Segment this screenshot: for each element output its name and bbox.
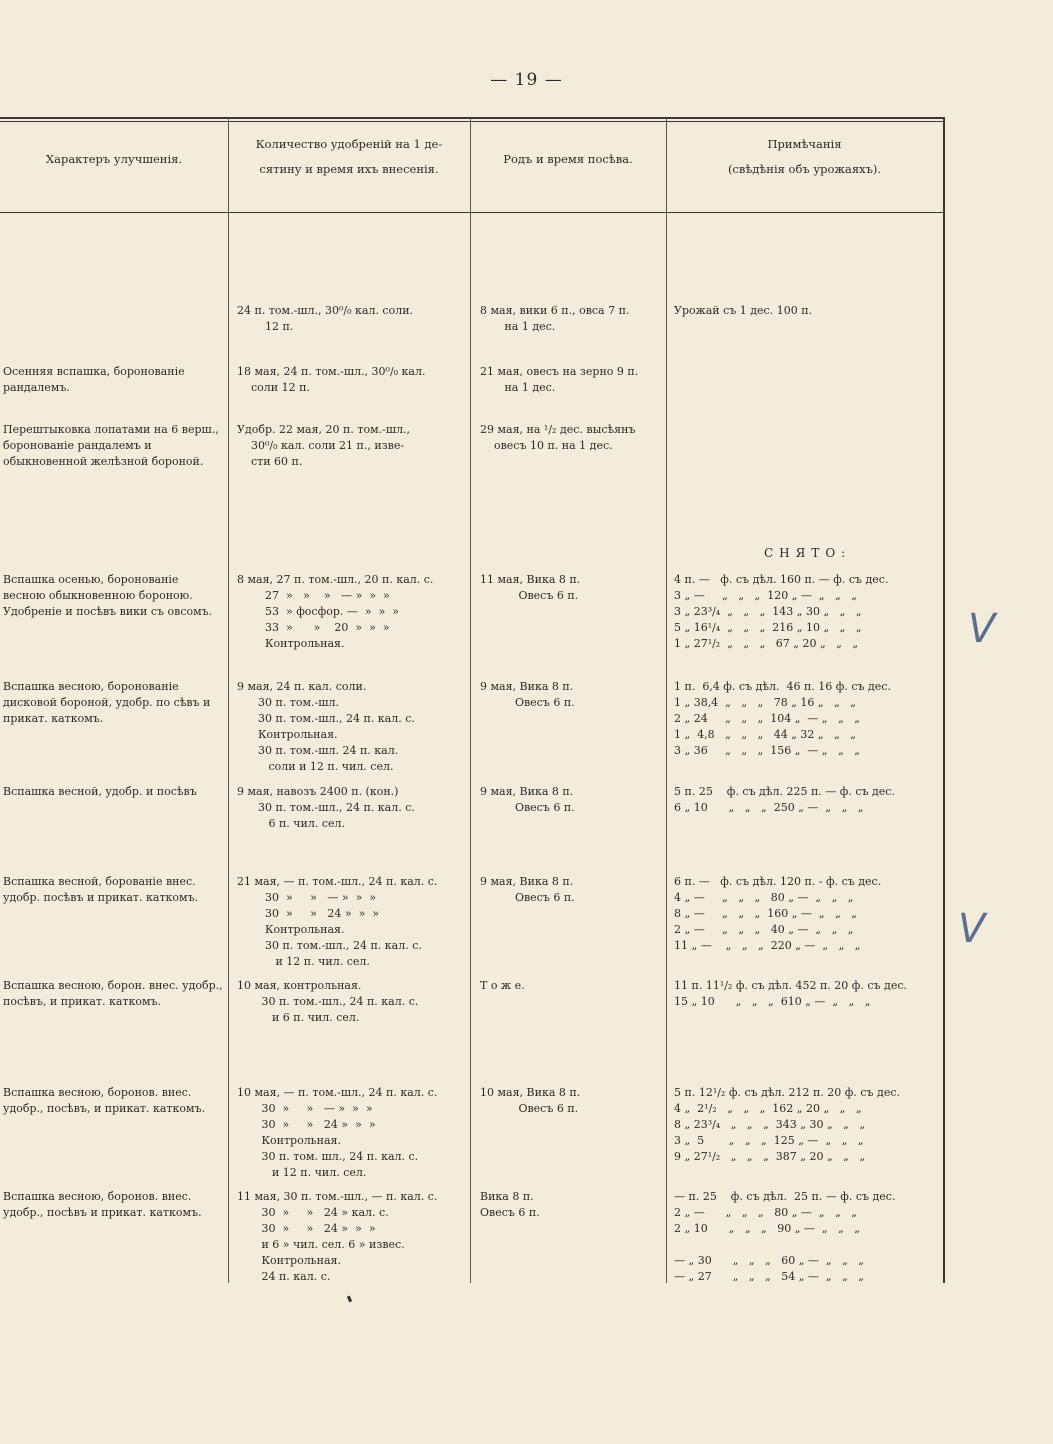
fertilizer-cell: 18 мая, 24 п. том.-шл., 30⁰/₀ кал. соли 12 п. <box>237 365 426 394</box>
notes-cell: 1 п. 6,4 ф. съ дѣл. 46 п. 16 ф. съ дес. 1 „ 38,4 „ „ „ 78 „ 16 „ „ „ 2 „ 24 „ „ „ 104 „ — „ „ „ 1 „ 4,8 „ „ „ 44 „ 32 „ „ „ 3 „ 36 „ „ „ 156 „ — „ „ „ <box>674 680 891 757</box>
check-mark: V <box>958 906 986 952</box>
harvest-label: СНЯТО: <box>764 546 852 560</box>
header-notes-title: Примѣчанія <box>767 137 842 151</box>
sowing-cell: 9 мая, Вика 8 п. Овесъ 6 п. <box>480 680 575 709</box>
character-cell: Вспашка весною, борон. внес. удобр., посѣвъ, и прикат. каткомъ. <box>3 979 223 1008</box>
ink-speck <box>347 1296 352 1303</box>
check-mark: V <box>968 606 996 652</box>
fertilizer-cell: 24 п. том.-шл., 30⁰/₀ кал. соли. 12 п. <box>237 304 414 333</box>
notes-cell: 4 п. — ф. съ дѣл. 160 п. — ф. съ дес. 3 „ — „ „ „ 120 „ — „ „ „ 3 „ 23³/₄ „ „ „ 143 „ 30 „ „ „ 5 „ 16¹/₄ „ „ „ 216 „ 10 „ „ „ 1 „ 27¹/₂ „ „ „ 67 „ 20 „ „ „ <box>674 573 889 650</box>
fertilizer-cell: 9 мая, навозъ 2400 п. (кон.) 30 п. том.-шл., 24 п. кал. с. 6 п. чил. сел. <box>237 785 415 830</box>
sowing-cell: 8 мая, вики 6 п., овса 7 п. на 1 дес. <box>480 304 630 333</box>
character-cell: Вспашка осенью, боронованіе весною обыкновенною бороною. Удобреніе и посѣвъ вики съ овсомъ. <box>3 573 213 618</box>
notes-cell: — п. 25 ф. съ дѣл. 25 п. — ф. съ дес. 2 „ — „ „ „ 80 „ — „ „ „ 2 „ 10 „ „ „ 90 „ — „ „ „ — „ 30 „ „ „ 60 „ — „ „ „ — „ 27 „ „ „ 54 „ — „ „ „ <box>674 1190 896 1283</box>
sowing-cell: 10 мая, Вика 8 п. Овесъ 6 п. <box>480 1086 581 1115</box>
sowing-cell: 11 мая, Вика 8 п. Овесъ 6 п. <box>480 573 581 602</box>
notes-cell: 5 п. 12¹/₂ ф. съ дѣл. 212 п. 20 ф. съ дес. 4 „ 2¹/₂ „ „ „ 162 „ 20 „ „ „ 8 „ 23³/₄ „ „ „ 343 „ 30 „ „ „ 3 „ 5 „ „ „ 125 „ — „ „ „ 9 „ 27¹/₂ „ „ „ 387 „ 20 „ „ „ <box>674 1086 900 1163</box>
sowing-cell: 9 мая, Вика 8 п. Овесъ 6 п. <box>480 875 575 904</box>
character-cell: Вспашка весною, боронованіе дисковой бороной, удобр. по сѣвъ и прикат. каткомъ. <box>3 680 211 725</box>
column-divider <box>470 118 471 1283</box>
sowing-cell: Т о ж е. <box>480 979 525 992</box>
sowing-cell: Вика 8 п. Овесъ 6 п. <box>480 1190 540 1219</box>
header-notes <box>666 132 943 182</box>
header-fertilizer-line1: Количество удобреній на 1 де- <box>255 137 443 151</box>
header-notes-subtitle: (свѣдѣнія объ урожаяхъ). <box>727 162 882 176</box>
sowing-cell: 29 мая, на ¹/₂ дес. высѣянъ овесъ 10 п. на 1 дес. <box>480 423 636 452</box>
character-cell: Вспашка весною, боронов. внес. удобр., посѣвъ, и прикат. каткомъ. <box>3 1086 206 1115</box>
header-character: Характеръ улучшенія. <box>45 152 183 166</box>
notes-cell: Урожай съ 1 дес. 100 п. <box>674 304 813 317</box>
notes-cell: 5 п. 25 ф. съ дѣл. 225 п. — ф. съ дес. 6 „ 10 „ „ „ 250 „ — „ „ „ <box>674 785 895 814</box>
header-rule <box>0 212 945 213</box>
column-divider <box>666 118 667 1283</box>
top-rule-thin <box>0 121 945 122</box>
fertilizer-cell: 8 мая, 27 п. том.-шл., 20 п. кал. с. 27 » » » — » » » 53 » фосфор. — » » » 33 » » 20 » » » Контрольная. <box>237 573 434 650</box>
fertilizer-cell: 10 мая, контрольная. 30 п. том.-шл., 24 п. кал. с. и 6 п. чил. сел. <box>237 979 419 1024</box>
character-cell: Вспашка весной, удобр. и посѣвъ <box>3 785 197 798</box>
header-fertilizer-line2: сятину и время ихъ внесенія. <box>259 162 439 176</box>
sowing-cell: 21 мая, овесъ на зерно 9 п. на 1 дес. <box>480 365 639 394</box>
sowing-cell: 9 мая, Вика 8 п. Овесъ 6 п. <box>480 785 575 814</box>
character-cell: Вспашка весной, борованіе внес. удобр. посѣвъ и прикат. каткомъ. <box>3 875 199 904</box>
fertilizer-cell: 9 мая, 24 п. кал. соли. 30 п. том.-шл. 30 п. том.-шл., 24 п. кал. с. Контрольная. 30 п. том.-шл. 24 п. кал. соли и 12 п. чил. сел. <box>237 680 415 773</box>
notes-cell: 6 п. — ф. съ дѣл. 120 п. - ф. съ дес. 4 „ — „ „ „ 80 „ — „ „ „ 8 „ — „ „ „ 160 „ — „ „ „ 2 „ — „ „ „ 40 „ — „ „ „ 11 „ — „ „ „ 220 „ — „ „ „ <box>674 875 882 952</box>
fertilizer-cell: 11 мая, 30 п. том.-шл., — п. кал. с. 30 » » 24 » кал. с. 30 » » 24 » » » и 6 » чил. сел. 6 » извес. Контрольная. 24 п. кал. с. <box>237 1190 438 1283</box>
fertilizer-cell: 10 мая, — п. том.-шл., 24 п. кал. с. 30 » » — » » » 30 » » 24 » » » Контрольная. 30 п. том. шл., 24 п. кал. с. и 12 п. чил. сел. <box>237 1086 438 1179</box>
page-number: — 19 — <box>490 70 563 90</box>
fertilizer-cell: 21 мая, — п. том.-шл., 24 п. кал. с. 30 » » — » » » 30 » » 24 » » » Контрольная. 30 п. том.-шл., 24 п. кал. с. и 12 п. чил. сел. <box>237 875 438 968</box>
character-cell: Вспашка весною, боронов. внес. удобр., посѣвъ и прикат. каткомъ. <box>3 1190 202 1219</box>
notes-cell: 11 п. 11¹/₂ ф. съ дѣл. 452 п. 20 ф. съ дес. 15 „ 10 „ „ „ 610 „ — „ „ „ <box>674 979 907 1008</box>
top-rule <box>0 117 945 119</box>
column-divider <box>228 118 229 1283</box>
table-right-border <box>943 118 945 1283</box>
character-cell: Осенняя вспашка, боронованіе рандалемъ. <box>3 365 185 394</box>
character-cell: Перештыковка лопатами на 6 верш., боронованіе рандалемъ и обыкновенной желѣзной бороной. <box>3 423 219 468</box>
header-fertilizer <box>228 132 470 182</box>
fertilizer-cell: Удобр. 22 мая, 20 п. том.-шл., 30⁰/₀ кал. соли 21 п., изве- сти 60 п. <box>237 423 411 468</box>
header-sowing: Родъ и время посѣва. <box>503 152 633 166</box>
